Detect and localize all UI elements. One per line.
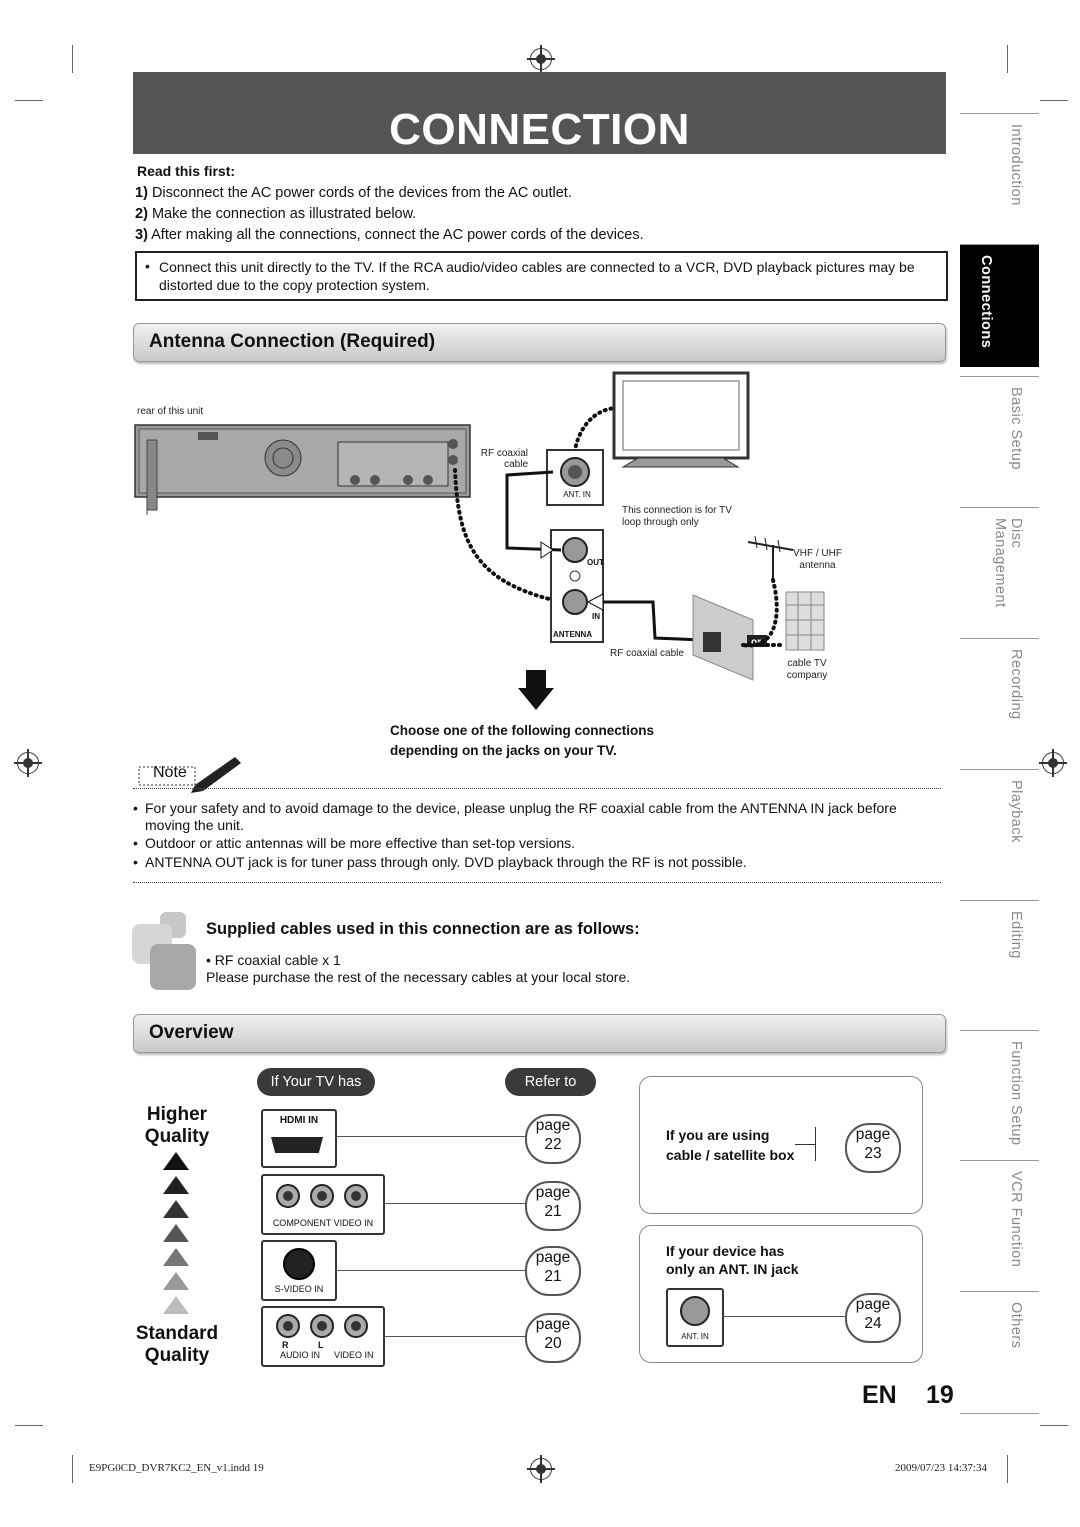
- choose-connections-text: Choose one of the following connections depending on the jacks on your TV.: [390, 723, 654, 758]
- connector-line: [383, 1336, 527, 1337]
- loop-note: This connection is for TV loop through only: [622, 505, 732, 528]
- in-label: IN: [592, 612, 600, 621]
- crop-mark: [72, 1455, 73, 1483]
- hdmi-port-icon: [271, 1137, 323, 1153]
- coax-port-icon: [680, 1296, 710, 1326]
- page-title: CONNECTION: [389, 105, 690, 154]
- ant-only-panel: [639, 1225, 923, 1363]
- overview-section-header: [133, 1014, 946, 1053]
- antenna-section-header: [133, 323, 946, 362]
- footer-file: E9PG0CD_DVR7KC2_EN_v1.indd 19: [89, 1462, 264, 1474]
- antenna-diagram: [133, 370, 833, 710]
- rf-cable-label: RF coaxial cable: [480, 448, 528, 470]
- tab-introduction[interactable]: Introduction: [960, 113, 1039, 245]
- ant-in-label: ANT. IN: [563, 490, 591, 499]
- registration-mark: [17, 752, 39, 774]
- step-3: 3) After making all the connections, connect the AC power cords of the devices.: [135, 227, 644, 243]
- vhf-label: VHF / UHF antenna: [793, 548, 842, 571]
- tab-basic-setup[interactable]: Basic Setup: [960, 376, 1039, 498]
- antenna-section-title: Antenna Connection (Required): [149, 331, 436, 352]
- ant-only-text: If your device has only an ANT. IN jack: [666, 1243, 799, 1277]
- step-2: 2) Make the connection as illustrated below.: [135, 206, 417, 222]
- page-ref-21b[interactable]: page 21: [525, 1246, 581, 1296]
- rca-port-icon: [310, 1314, 334, 1338]
- tab-vcr-function[interactable]: VCR Function: [960, 1160, 1039, 1282]
- quality-triangle-icon: [163, 1248, 189, 1266]
- cable-box-panel: [639, 1076, 923, 1214]
- tab-playback[interactable]: Playback: [960, 769, 1039, 891]
- bullet: •: [145, 258, 150, 274]
- quality-triangle-icon: [163, 1224, 189, 1242]
- vhf-antenna-illustration: [748, 536, 793, 580]
- rear-label: rear of this unit: [137, 406, 204, 417]
- component-jack: COMPONENT VIDEO IN: [261, 1174, 385, 1235]
- col-header-ref: Refer to: [505, 1068, 596, 1096]
- registration-mark: [530, 1458, 552, 1480]
- page-ref-21[interactable]: page 21: [525, 1181, 581, 1231]
- tab-disc-management[interactable]: Disc Management: [960, 507, 1039, 629]
- tv-illustration: [614, 373, 748, 467]
- tab-connections[interactable]: Connections: [960, 244, 1039, 367]
- divider: [133, 882, 941, 883]
- connector-line: [335, 1270, 527, 1271]
- ant-in-jack: ANT. IN: [666, 1288, 724, 1347]
- svideo-port-icon: [283, 1248, 315, 1280]
- page-ref-23[interactable]: page 23: [845, 1123, 901, 1173]
- connector-line: [383, 1203, 527, 1204]
- hdmi-jack: HDMI IN: [261, 1109, 337, 1168]
- note-bullet-3: • ANTENNA OUT jack is for tuner pass through only. DVD playback through the RF is not possible.: [133, 854, 747, 870]
- rca-port-icon: [276, 1314, 300, 1338]
- read-first-heading: Read this first:: [137, 163, 236, 179]
- page-ref-20[interactable]: page 20: [525, 1313, 581, 1363]
- quality-triangle-icon: [163, 1296, 189, 1314]
- rca-port-icon: [276, 1184, 300, 1208]
- cable-tv-label: cable TV company: [786, 658, 828, 681]
- overview-title: Overview: [149, 1022, 234, 1043]
- copy-protection-text: Connect this unit directly to the TV. If the RCA audio/video cables are connected to a VCR, DVD playback pictures may be distorted due to the copy protection system.: [159, 259, 915, 293]
- page-ref-22[interactable]: page 22: [525, 1114, 581, 1164]
- cable-box-text: If you are using cable / satellite box: [666, 1127, 795, 1163]
- step-1: 1) Disconnect the AC power cords of the devices from the AC outlet.: [135, 185, 572, 201]
- quality-triangle-icon: [163, 1272, 189, 1290]
- crop-mark: [1007, 45, 1008, 73]
- quality-triangle-icon: [163, 1200, 189, 1218]
- quality-triangle-icon: [163, 1176, 189, 1194]
- page-lang: EN: [862, 1381, 897, 1409]
- rear-panel-illustration: [135, 425, 470, 515]
- supplied-heading: Supplied cables used in this connection are as follows:: [206, 920, 640, 938]
- note-title: Note: [153, 764, 187, 781]
- rca-port-icon: [310, 1184, 334, 1208]
- copy-protection-note: [135, 251, 948, 301]
- rca-port-icon: [344, 1314, 368, 1338]
- supplied-purchase: Please purchase the rest of the necessary cables at your local store.: [206, 969, 631, 985]
- crop-mark: [15, 1425, 43, 1426]
- or-tag: or: [751, 637, 761, 648]
- tab-recording[interactable]: Recording: [960, 638, 1039, 760]
- tab-editing[interactable]: Editing: [960, 900, 1039, 1022]
- antenna-jack-label: ANTENNA: [553, 630, 593, 639]
- svideo-jack: S-VIDEO IN: [261, 1240, 337, 1301]
- cable-tv-building: [786, 592, 824, 650]
- supplied-item: • RF coaxial cable x 1: [206, 952, 341, 968]
- title-banner: [133, 72, 946, 154]
- crop-mark: [72, 45, 73, 73]
- page-ref-24[interactable]: page 24: [845, 1293, 901, 1343]
- page-number: 19: [926, 1381, 954, 1409]
- note-bullet-1: • For your safety and to avoid damage to the device, please unplug the RF coaxial cable from the ANTENNA IN jack before moving the unit.: [133, 800, 897, 833]
- av-jack: R L AUDIO IN VIDEO IN: [261, 1306, 385, 1367]
- rca-port-icon: [344, 1184, 368, 1208]
- crop-mark: [15, 100, 43, 101]
- tab-function-setup[interactable]: Function Setup: [960, 1030, 1039, 1151]
- crop-mark: [1040, 100, 1068, 101]
- connector-line: [335, 1136, 527, 1137]
- col-header-tv: If Your TV has: [257, 1068, 375, 1096]
- higher-quality-label: Higher Quality: [144, 1104, 210, 1147]
- registration-mark: [1042, 752, 1064, 774]
- note-bullet-2: • Outdoor or attic antennas will be more effective than set-top versions.: [133, 835, 576, 851]
- crop-mark: [1040, 1425, 1068, 1426]
- crop-mark: [1007, 1455, 1008, 1483]
- standard-quality-label: Standard Quality: [135, 1323, 219, 1366]
- cable-graphic-icon: [132, 912, 200, 992]
- registration-mark: [530, 48, 552, 70]
- tab-others[interactable]: Others: [960, 1291, 1039, 1414]
- out-label: OUT: [587, 558, 604, 567]
- quality-triangle-icon: [163, 1152, 189, 1170]
- rf-cable-label-2: RF coaxial cable: [610, 648, 684, 659]
- divider: [133, 788, 941, 789]
- footer-date: 2009/07/23 14:37:34: [895, 1462, 987, 1474]
